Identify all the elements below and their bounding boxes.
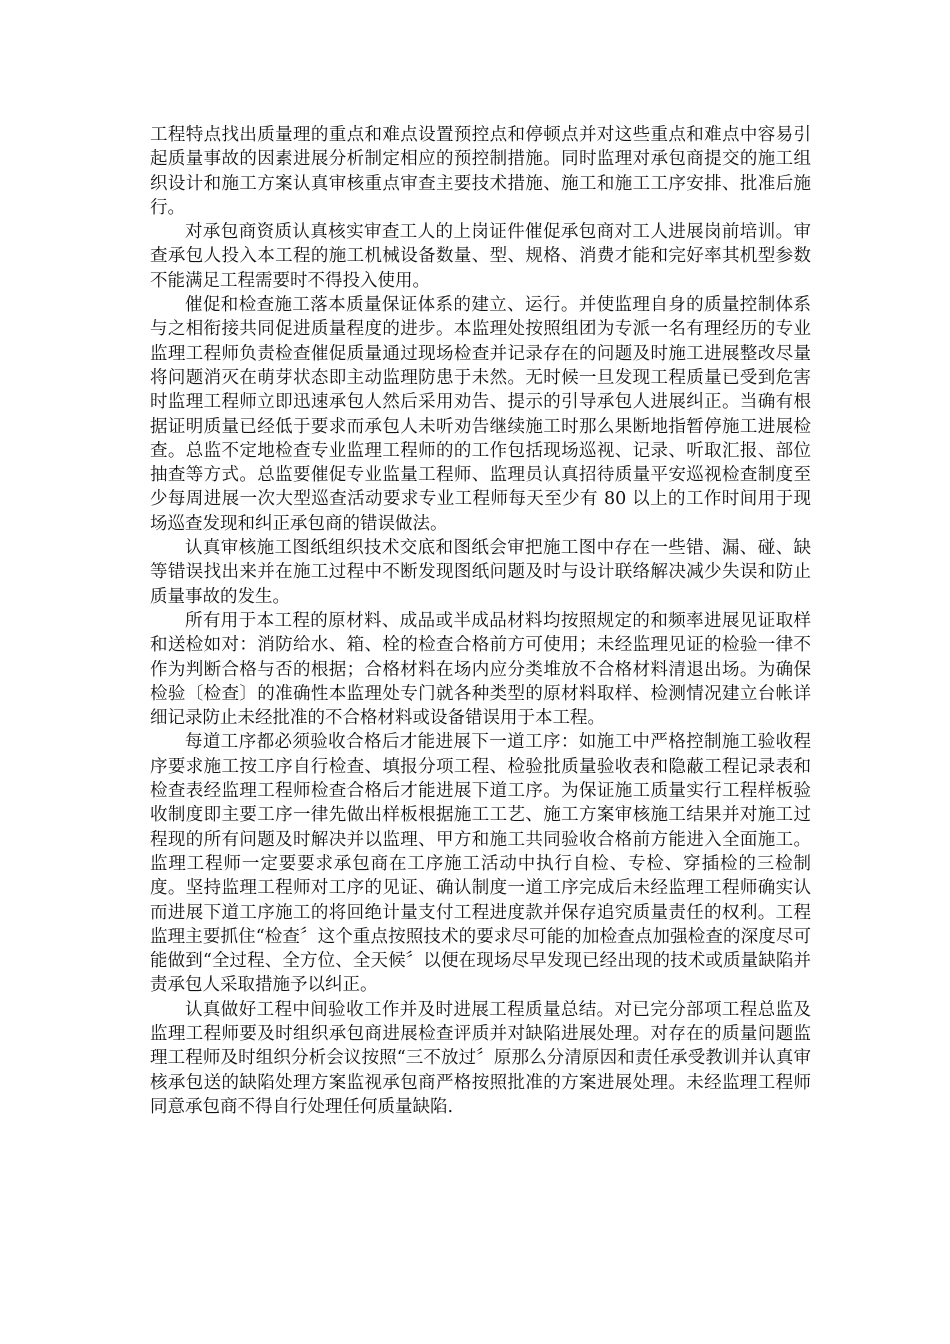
- paragraph-7: 认真做好工程中间验收工作并及时进展工程质量总结。对已完分部项工程总监及监理工程师要及时组织承包商进展检查评质并对缺陷进展处理。对存在的质量问题监理工程师及时组织分析会议按照“三不放过〞原那么分清原因和责任承受教训并认真审核承包送的缺陷处理方案监视承包商严格按照批准的方案进展处理。未经监理工程师同意承包商不得自行处理任何质量缺陷.: [150, 999, 811, 1117]
- paragraph-5: 所有用于本工程的原材料、成品或半成品材料均按照规定的和频率进展见证取样和送检如对：消防给水、箱、栓的检查合格前方可使用；未经监理见证的检验一律不作为判断合格与否的根据；合格材料在场内应分类堆放不合格材料清退出场。为确保检验〔检查〕的准确性本监理处专门就各种类型的原材料取样、检测情况建立台帐详细记录防止未经批准的不合格材料或设备错误用于本工程。: [150, 610, 811, 729]
- paragraph-4: 认真审核施工图纸组织技术交底和图纸会审把施工图中存在一些错、漏、碰、缺等错误找出来并在施工过程中不断发现图纸问题及时与设计联络解决减少失误和防止质量事故的发生。: [150, 538, 811, 607]
- paragraph-1: 工程特点找出质量理的重点和难点设置预控点和停顿点并对这些重点和难点中容易引起质量事故的因素进展分析制定相应的预控制措施。同时监理对承包商提交的施工组织设计和施工方案认真审核重点审查主要技术措施、施工和施工工序安排、批准后施行。: [150, 125, 811, 218]
- document-page: [150, 123, 811, 1119]
- paragraph-6: 每道工序都必须验收合格后才能进展下一道工序：如施工中严格控制施工验收程序要求施工按工序自行检查、填报分项工程、检验批质量验收表和隐蔽工程记录表和检查表经监理工程师检查合格后才能进展下道工序。为保证施工质量实行工程样板验收制度即主要工序一律先做出样板根据施工工艺、施工方案审核施工结果并对施工过程现的所有问题及时解决并以监理、甲方和施工共同验收合格前方能进入全面施工。监理工程师一定要要求承包商在工序施工活动中执行自检、专检、穿插检的三检制度。坚持监理工程师对工序的见证、确认制度一道工序完成后未经监理工程师确实认而进展下道工序施工的将回绝计量支付工程进度款并保存追究质量责任的权利。工程监理主要抓住“检查〞这个重点按照技术的要求尽可能的加检查点加强检查的深度尽可能做到“全过程、全方位、全天候〞以便在现场尽早发现已经出现的技术或质量缺陷并责承包人采取措施予以纠正。: [150, 732, 811, 996]
- paragraph-2: 对承包商资质认真核实审查工人的上岗证件催促承包商对工人进展岗前培训。审查承包人投入本工程的施工机械设备数量、型、规格、消费才能和完好率其机型参数不能满足工程需要时不得投入使用。: [150, 222, 811, 291]
- paragraph-3: 催促和检查施工落本质量保证体系的建立、运行。并使监理自身的质量控制体系与之相衔接共同促进质量程度的进步。本监理处按照组团为专派一名有理经历的专业监理工程师负责检查催促质量通过现场检查并记录存在的问题及时施工进展整改尽量将问题消灭在萌芽状态即主动监理防患于未然。无时候一旦发现工程质量已受到危害时监理工程师立即迅速承包人然后采用劝告、提示的引导承包人进展纠正。当确有根据证明质量已经低于要求而承包人未听劝告继续施工时那么果断地指暂停施工进展检查。总监不定地检查专业监理工程师的的工作包括现场巡视、记录、听取汇报、部位抽查等方式。总监要催促专业监量工程师、监理员认真招待质量平安巡视检查制度至少每周进展一次大型巡查活动要求专业工程师每天至少有 80 以上的工作时间用于现场巡查发现和纠正承包商的错误做法。: [150, 295, 811, 534]
